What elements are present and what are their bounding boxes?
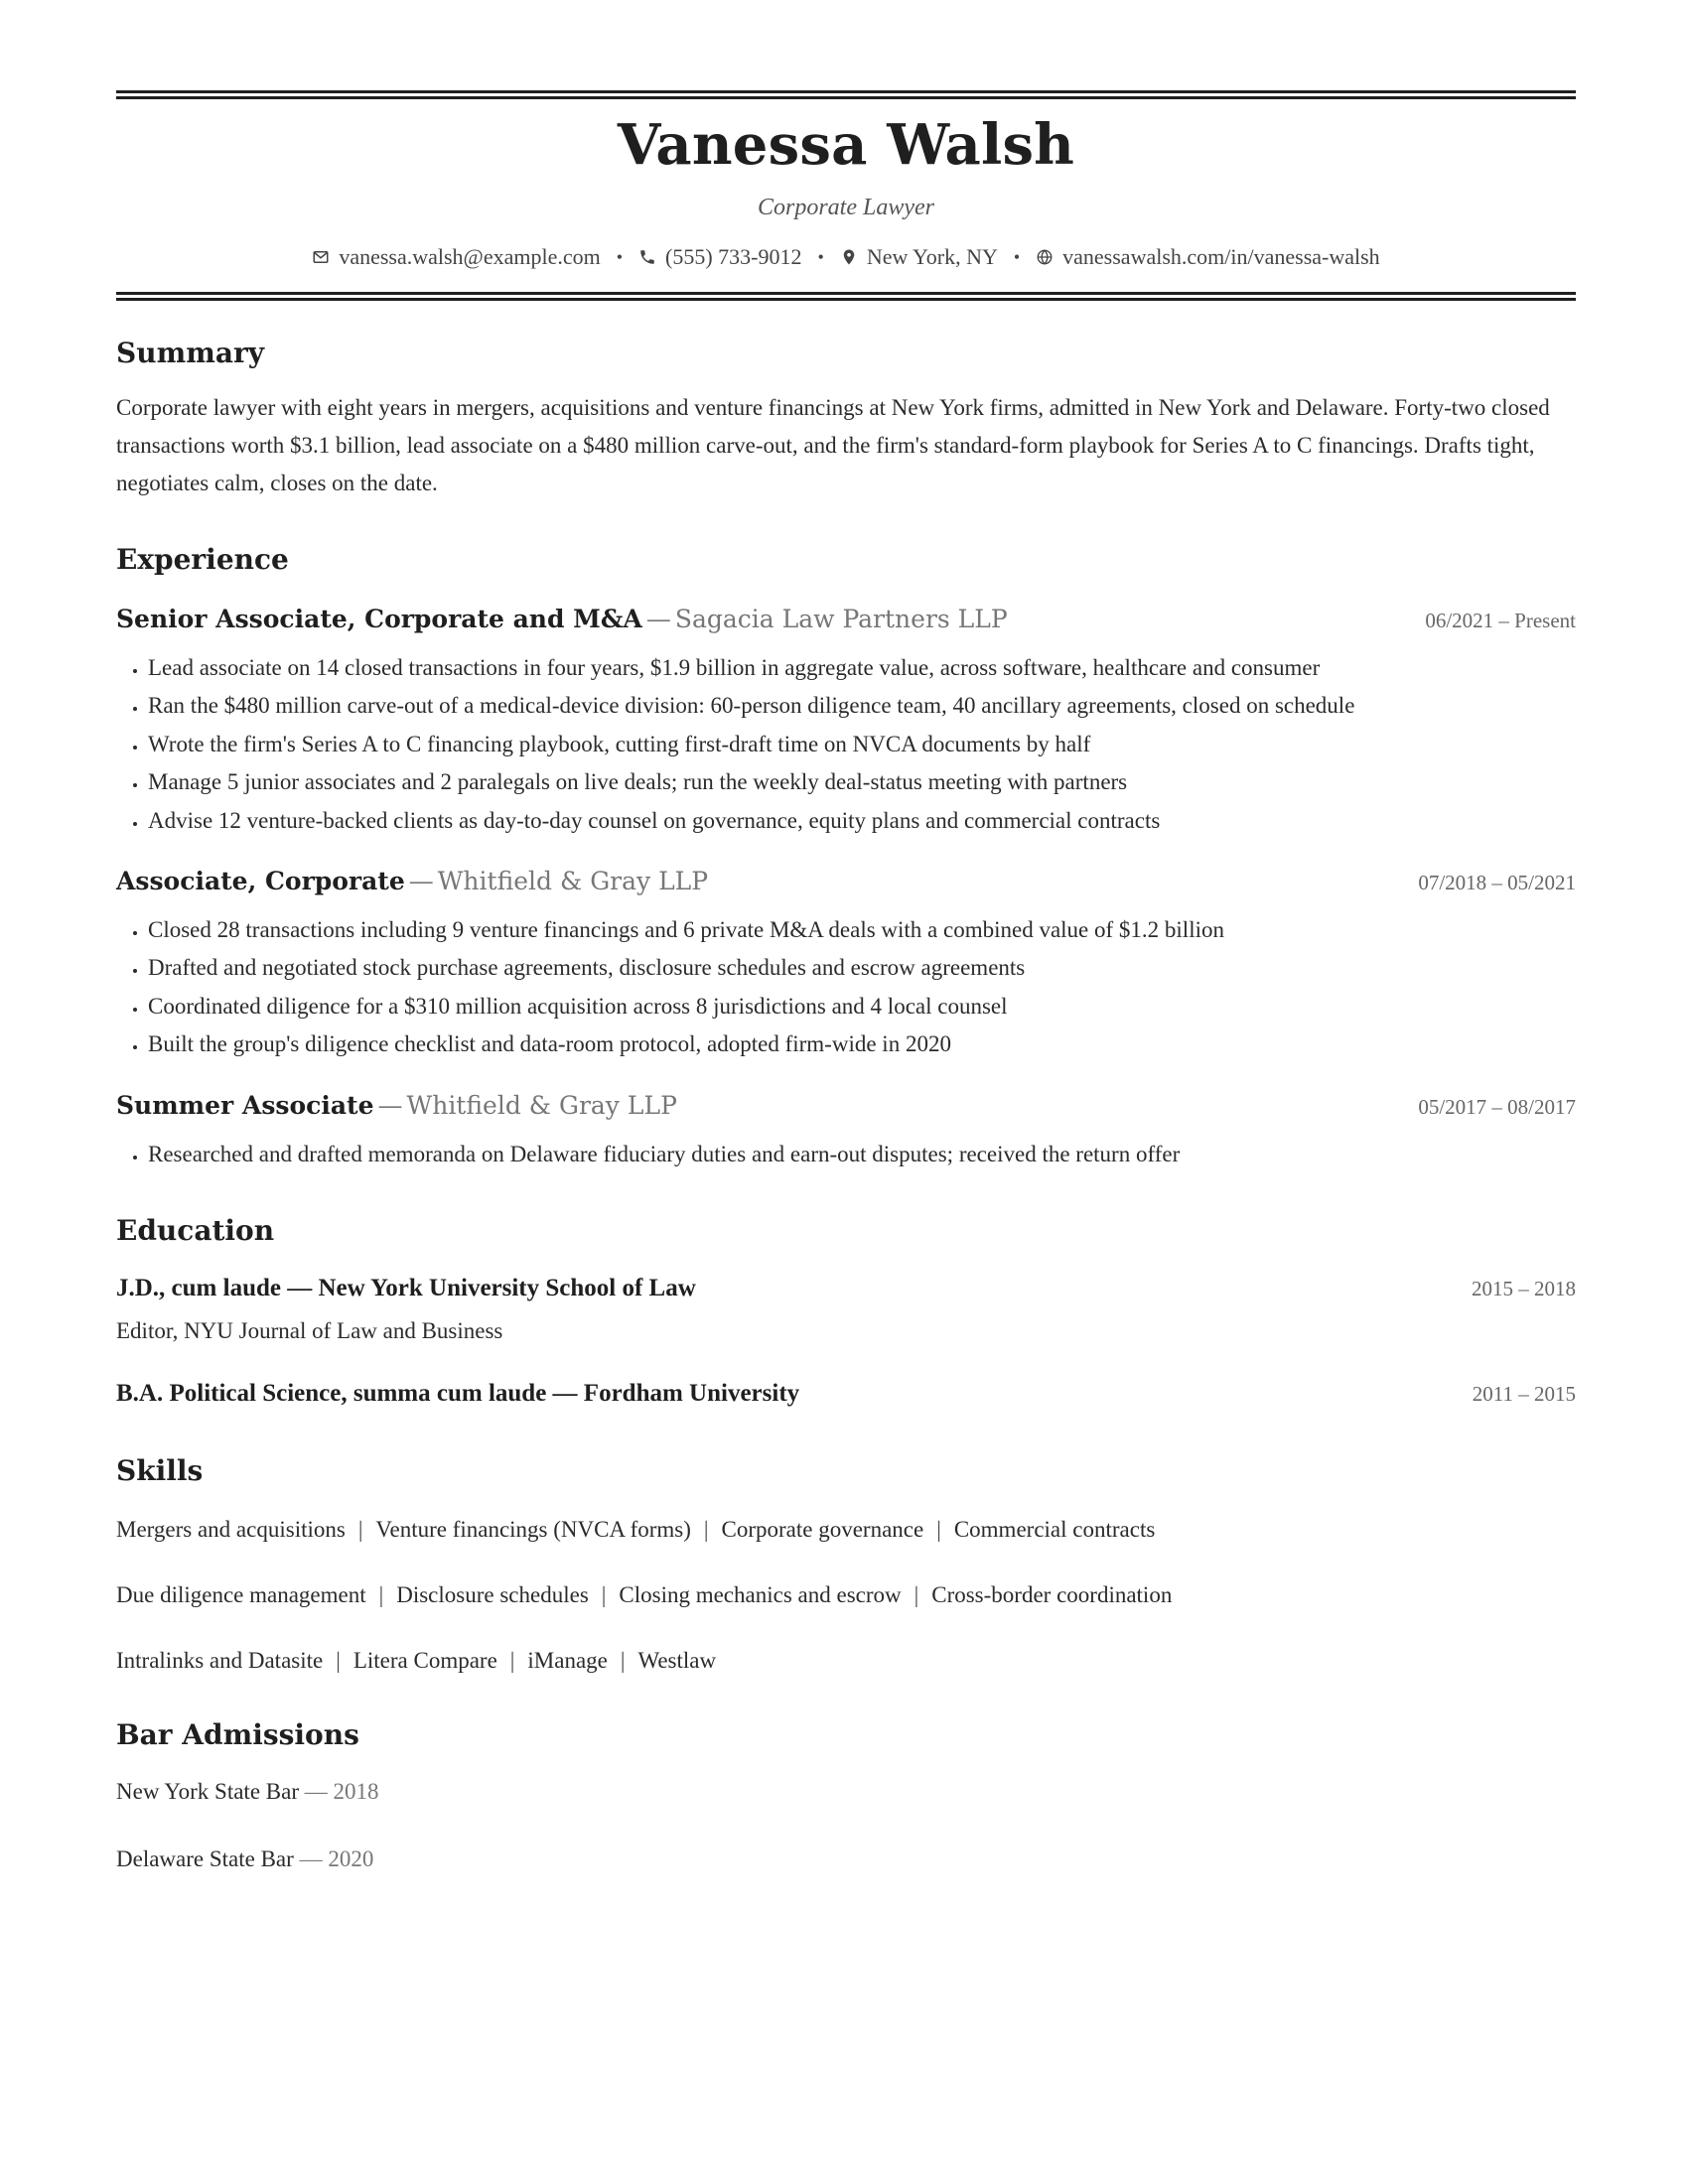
skill-item: Due diligence management xyxy=(116,1582,366,1608)
job-entry xyxy=(116,862,1576,1064)
skill-separator: | xyxy=(601,1582,607,1608)
job-entry xyxy=(116,600,1576,840)
job-entry xyxy=(116,1086,1576,1173)
resume-header xyxy=(116,105,1576,272)
job-bullet: • Manage 5 junior associates and 2 paralegals on live deals; run the weekly deal-status meeting with partners xyxy=(148,763,1576,801)
education-header xyxy=(116,1269,1576,1308)
job-dash: — xyxy=(377,1090,403,1120)
section-title-summary: Summary xyxy=(116,337,264,369)
job-company: Sagacia Law Partners LLP xyxy=(674,605,1008,633)
bar-admission-dash: — xyxy=(304,1779,328,1805)
contact-separator: • xyxy=(1013,247,1021,267)
job-bullet: • Built the group's diligence checklist and data-room protocol, adopted firm-wide in 2020 xyxy=(148,1025,1576,1063)
job-header xyxy=(116,862,1576,905)
mail-icon xyxy=(312,248,330,266)
job-company: Whitfield & Gray LLP xyxy=(437,867,709,896)
contact-location xyxy=(840,242,998,272)
job-bullets xyxy=(116,649,1576,840)
job-header xyxy=(116,1086,1576,1130)
job-bullet: • Researched and drafted memoranda on Delaware fiduciary duties and earn-out disputes; received the return offer xyxy=(148,1136,1576,1173)
contact-website-text: vanessawalsh.com/in/vanessa-walsh xyxy=(1062,244,1380,269)
education-entry xyxy=(116,1269,1576,1348)
contact-location-text: New York, NY xyxy=(866,244,998,269)
education-degree: J.D., cum laude — New York University School of Law xyxy=(116,1275,696,1302)
header-top-rule xyxy=(116,90,1576,99)
globe-icon xyxy=(1036,248,1054,266)
skill-item: Westlaw xyxy=(637,1648,717,1674)
skill-item: Intralinks and Datasite xyxy=(116,1648,324,1674)
skills-row xyxy=(116,1578,1576,1612)
bar-admission-year: 2018 xyxy=(333,1779,379,1805)
job-bullet: • Wrote the firm's Series A to C financing playbook, cutting first-draft time on NVCA documents by half xyxy=(148,726,1576,763)
job-title: Associate, Corporate xyxy=(116,867,405,896)
bar-admissions-section xyxy=(116,1715,1576,1876)
education-dates: 2011 – 2015 xyxy=(1472,1382,1576,1407)
bar-admission-item xyxy=(116,1843,1576,1876)
job-title: Senior Associate, Corporate and M&A xyxy=(116,605,642,633)
summary-text: Corporate lawyer with eight years in mergers, acquisitions and venture financings at New York firms, admitted in New York and Delaware. Forty-two closed transactions worth $3.1 billion, lead associate on a $480 million carve-out, and the firm's standard-form playbook for Series A to C financings. Drafts tight, negotiates calm, closes on the date. xyxy=(116,395,1550,495)
section-title-bar-admissions: Bar Admissions xyxy=(116,1718,359,1752)
skill-separator: | xyxy=(509,1648,515,1674)
skill-item: Cross-border coordination xyxy=(931,1582,1173,1608)
skill-separator: | xyxy=(357,1517,363,1543)
section-title-experience: Experience xyxy=(116,543,289,576)
candidate-name: Vanessa Walsh xyxy=(617,112,1075,178)
resume-body xyxy=(116,334,1576,1876)
education-dates: 2015 – 2018 xyxy=(1472,1277,1576,1301)
contact-phone-text: (555) 733-9012 xyxy=(665,244,802,269)
contact-email-text: vanessa.walsh@example.com xyxy=(339,244,601,269)
skill-separator: | xyxy=(936,1517,941,1543)
education-degree: B.A. Political Science, summa cum laude — Fordham University xyxy=(116,1380,800,1408)
skills-row xyxy=(116,1644,1576,1678)
bar-admission-item xyxy=(116,1775,1576,1809)
skill-item: Venture financings (NVCA forms) xyxy=(375,1517,691,1543)
skill-separator: | xyxy=(620,1648,626,1674)
job-bullet: • Ran the $480 million carve-out of a medical-device division: 60-person diligence team, 40 ancillary agreements, closed on schedule xyxy=(148,687,1576,725)
contact-phone[interactable] xyxy=(638,242,801,272)
contact-website[interactable] xyxy=(1036,242,1380,272)
location-pin-icon xyxy=(840,248,858,266)
bar-admission-name: Delaware State Bar xyxy=(116,1846,294,1872)
skill-item: Mergers and acquisitions xyxy=(116,1517,346,1543)
skill-item: Corporate governance xyxy=(721,1517,924,1543)
contact-email[interactable] xyxy=(312,242,600,272)
skills-row xyxy=(116,1513,1576,1547)
skill-item: Litera Compare xyxy=(352,1648,497,1674)
section-title-skills: Skills xyxy=(116,1454,204,1488)
job-dates: 07/2018 – 05/2021 xyxy=(1418,871,1576,895)
skill-item: Commercial contracts xyxy=(953,1517,1156,1543)
bar-admission-year: 2020 xyxy=(328,1846,374,1872)
header-bottom-rule xyxy=(116,292,1576,301)
skills-section xyxy=(116,1451,1576,1678)
contact-line xyxy=(116,242,1576,272)
job-bullets xyxy=(116,1136,1576,1173)
candidate-role: Corporate Lawyer xyxy=(757,195,934,220)
skill-separator: | xyxy=(336,1648,341,1674)
education-note: Editor, NYU Journal of Law and Business xyxy=(116,1318,503,1344)
skill-item: Disclosure schedules xyxy=(396,1582,589,1608)
bar-admission-name: New York State Bar xyxy=(116,1779,299,1805)
education-section xyxy=(116,1211,1576,1414)
job-dates: 06/2021 – Present xyxy=(1425,609,1576,632)
job-bullets xyxy=(116,911,1576,1064)
contact-separator: • xyxy=(616,247,624,267)
job-title: Summer Associate xyxy=(116,1090,374,1120)
skill-separator: | xyxy=(703,1517,709,1543)
education-header xyxy=(116,1374,1576,1414)
job-company: Whitfield & Gray LLP xyxy=(406,1090,677,1120)
education-entry xyxy=(116,1374,1576,1414)
section-title-education: Education xyxy=(116,1214,275,1248)
job-bullet: • Coordinated diligence for a $310 million acquisition across 8 jurisdictions and 4 local counsel xyxy=(148,988,1576,1025)
job-header xyxy=(116,600,1576,643)
skill-item: Closing mechanics and escrow xyxy=(619,1582,902,1608)
skill-separator: | xyxy=(914,1582,919,1608)
experience-section xyxy=(116,540,1576,1173)
job-bullet: • Closed 28 transactions including 9 venture financings and 6 private M&A deals with a combined value of $1.2 billion xyxy=(148,911,1576,949)
bar-admission-dash: — xyxy=(299,1846,323,1872)
phone-icon xyxy=(638,248,656,266)
skill-item: iManage xyxy=(527,1648,608,1674)
skill-separator: | xyxy=(378,1582,384,1608)
summary-section xyxy=(116,334,1576,502)
job-dates: 05/2017 – 08/2017 xyxy=(1418,1094,1576,1119)
job-bullet: • Advise 12 venture-backed clients as day-to-day counsel on governance, equity plans and commercial contracts xyxy=(148,802,1576,840)
job-bullet: • Lead associate on 14 closed transactions in four years, $1.9 billion in aggregate value, across software, healthcare and consumer xyxy=(148,649,1576,687)
job-dash: — xyxy=(408,867,434,896)
job-bullet: • Drafted and negotiated stock purchase agreements, disclosure schedules and escrow agreements xyxy=(148,949,1576,987)
contact-separator: • xyxy=(817,247,824,267)
job-dash: — xyxy=(645,605,671,633)
